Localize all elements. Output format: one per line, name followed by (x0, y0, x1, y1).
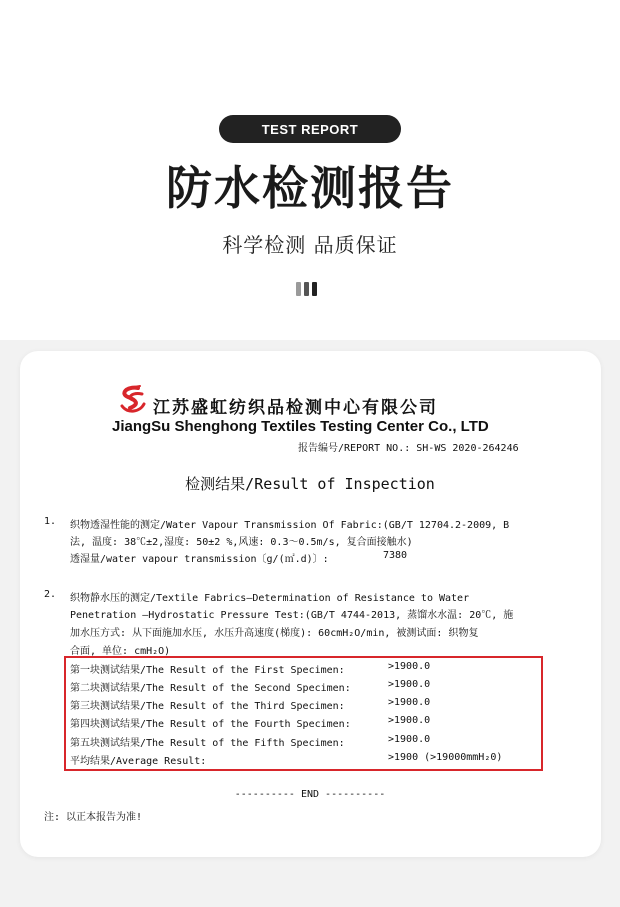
report-number: 报告编号/REPORT NO.: SH-WS 2020-264246 (298, 443, 519, 454)
average-result-label: 平均结果/Average Result: (70, 756, 207, 767)
item1-line1: 织物透湿性能的测定/Water Vapour Transmission Of Fabric:(GB/T 12704.2-2009, B (70, 520, 510, 531)
specimen-1-value: >1900.0 (388, 661, 431, 672)
company-logo-icon (116, 384, 150, 416)
item1-number: 1. (44, 516, 57, 527)
item2-line3: 加水压方式: 从下面施加水压, 水压升高速度(梯度): 60cmH₂O/min, 被测试面: 织物复 (70, 628, 479, 639)
average-result-value: >1900 (>19000mmH₂0) (388, 752, 503, 763)
item1-label: 透湿量/water vapour transmission〔g/(㎡.d)〕: (70, 554, 329, 565)
specimen-3-value: >1900.0 (388, 697, 431, 708)
specimen-1-label: 第一块测试结果/The Result of the First Specimen: (70, 665, 345, 676)
specimen-5-value: >1900.0 (388, 734, 431, 745)
report-note: 注: 以正本报告为准! (44, 812, 143, 823)
item2-line4: 合面, 单位: cmH₂O) (70, 646, 171, 657)
specimen-4-label: 第四块测试结果/The Result of the Fourth Specimen: (70, 719, 351, 730)
inspection-result-title: 检测结果/Result of Inspection (185, 475, 435, 493)
page-title: 防水检测报告 (166, 161, 454, 215)
item1-value: 7380 (383, 550, 408, 561)
item2-number: 2. (44, 589, 57, 600)
test-report-badge: TEST REPORT (219, 115, 401, 143)
item2-line2: Penetration —Hydrostatic Pressure Test:(GB/T 4744-2013, 蒸馏水水温: 20℃, 施 (70, 610, 514, 621)
item1-line2: 法, 温度: 38℃±2,湿度: 50±2 %,风速: 0.3～0.5m/s, 复合面接触水) (70, 537, 413, 548)
specimen-3-label: 第三块测试结果/The Result of the Third Specimen: (70, 701, 345, 712)
specimen-4-value: >1900.0 (388, 715, 431, 726)
specimen-2-value: >1900.0 (388, 679, 431, 690)
page-subtitle: 科学检测 品质保证 (222, 233, 398, 257)
decorative-bars-icon (296, 282, 317, 296)
item2-line1: 织物静水压的测定/Textile Fabrics—Determination of Resistance to Water (70, 593, 470, 604)
company-name-en: JiangSu Shenghong Textiles Testing Center Co., LTD (112, 418, 489, 435)
specimen-5-label: 第五块测试结果/The Result of the Fifth Specimen: (70, 738, 345, 749)
company-name-cn: 江苏盛虹纺织品检测中心有限公司 (153, 398, 438, 418)
specimen-2-label: 第二块测试结果/The Result of the Second Specimen: (70, 683, 351, 694)
report-end-marker: ---------- END ---------- (234, 789, 386, 800)
